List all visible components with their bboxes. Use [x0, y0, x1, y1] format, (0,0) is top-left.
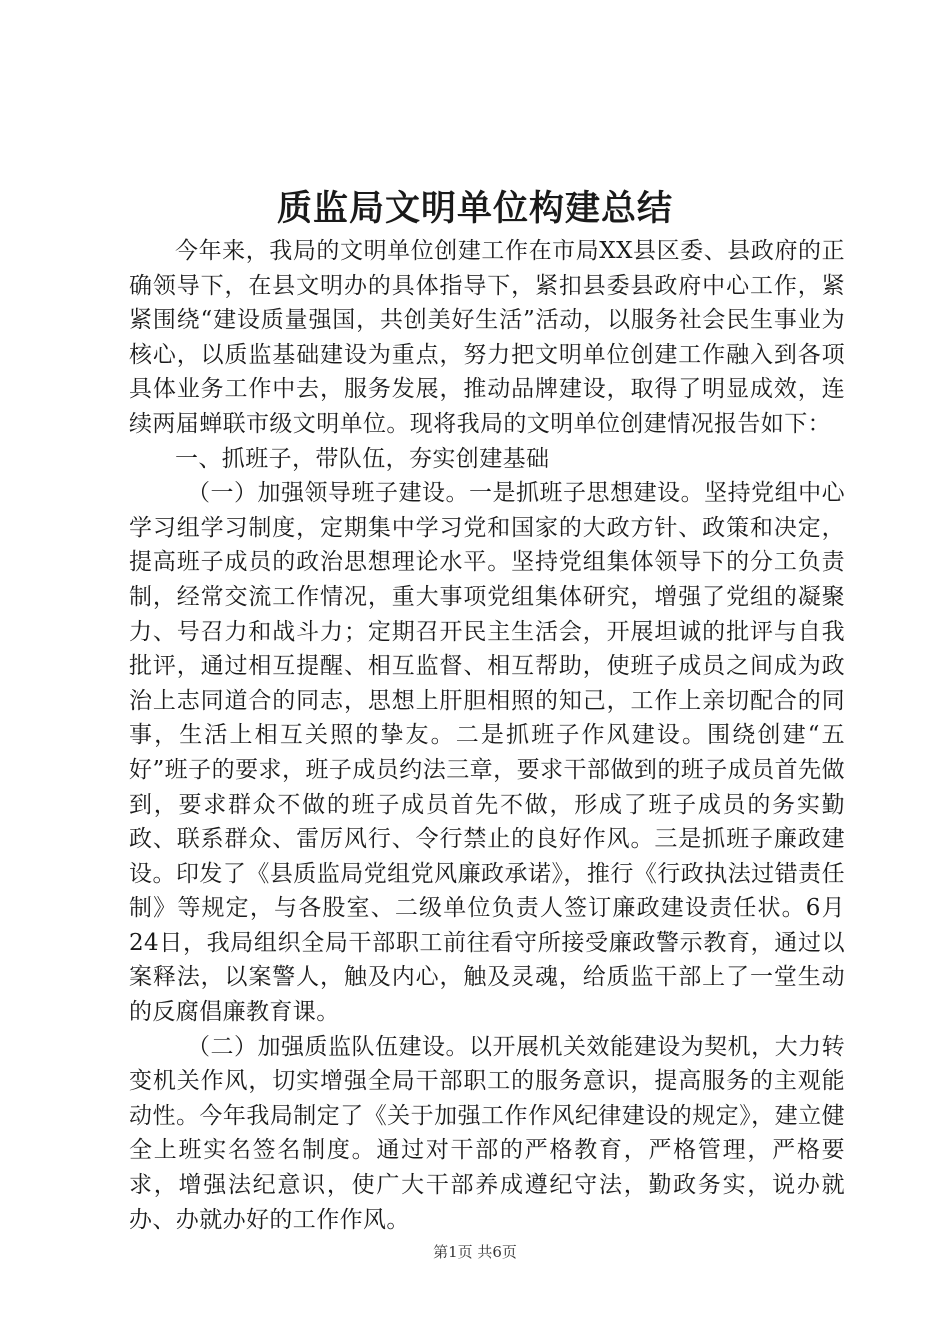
page-number-footer: 第1页 共6页: [433, 1243, 517, 1261]
document-body: [129, 234, 845, 1237]
subsection-paragraph-1: （一）加强领导班子建设。一是抓班子思想建设。坚持党组中心学习组学习制度，定期集中学习党和国家的大政方针、政策和决定，提高班子成员的政治思想理论水平。坚持党组集体领导下的分工负责制，经常交流工作情况，重大事项党组集体研究，增强了党组的凝聚力、号召力和战斗力；定期召开民主生活会，开展坦诚的批评与自我批评，通过相互提醒、相互监督、相互帮助，使班子成员之间成为政治上志同道合的同志，思想上肝胆相照的知己，工作上亲切配合的同事，生活上相互关照的挚友。二是抓班子作风建设。围绕创建“五好”班子的要求，班子成员约法三章，要求干部做到的班子成员首先做到，要求群众不做的班子成员首先不做，形成了班子成员的务实勤政、联系群众、雷厉风行、令行禁止的良好作风。三是抓班子廉政建设。印发了《县质监局党组党风廉政承诺》，推行《行政执法过错责任制》等规定，与各股室、二级单位负责人签订廉政建设责任状。6月24日，我局组织全局干部职工前往看守所接受廉政警示教育，通过以案释法，以案警人，触及内心，触及灵魂，给质监干部上了一堂生动的反腐倡廉教育课。: [129, 480, 845, 1026]
intro-paragraph: 今年来，我局的文明单位创建工作在市局XX县区委、县政府的正确领导下，在县文明办的具体指导下，紧扣县委县政府中心工作，紧紧围绕“建设质量强国，共创美好生活”活动，以服务社会民生事业为核心，以质监基础建设为重点，努力把文明单位创建工作融入到各项具体业务工作中去，服务发展，推动品牌建设，取得了明显成效，连续两届蝉联市级文明单位。现将我局的文明单位创建情况报告如下：: [129, 238, 845, 437]
document-title: 质监局文明单位构建总结: [276, 188, 673, 229]
section-heading: 一、抓班子，带队伍，夯实创建基础: [175, 445, 550, 472]
subsection-paragraph-2: （二）加强质监队伍建设。以开展机关效能建设为契机，大力转变机关作风，切实增强全局干部职工的服务意识，提高服务的主观能动性。今年我局制定了《关于加强工作作风纪律建设的规定》，建立健全上班实名签名制度。通过对干部的严格教育，严格管理，严格要求，增强法纪意识，使广大干部养成遵纪守法，勤政务实，说办就办、办就办好的工作作风。: [129, 1033, 845, 1233]
